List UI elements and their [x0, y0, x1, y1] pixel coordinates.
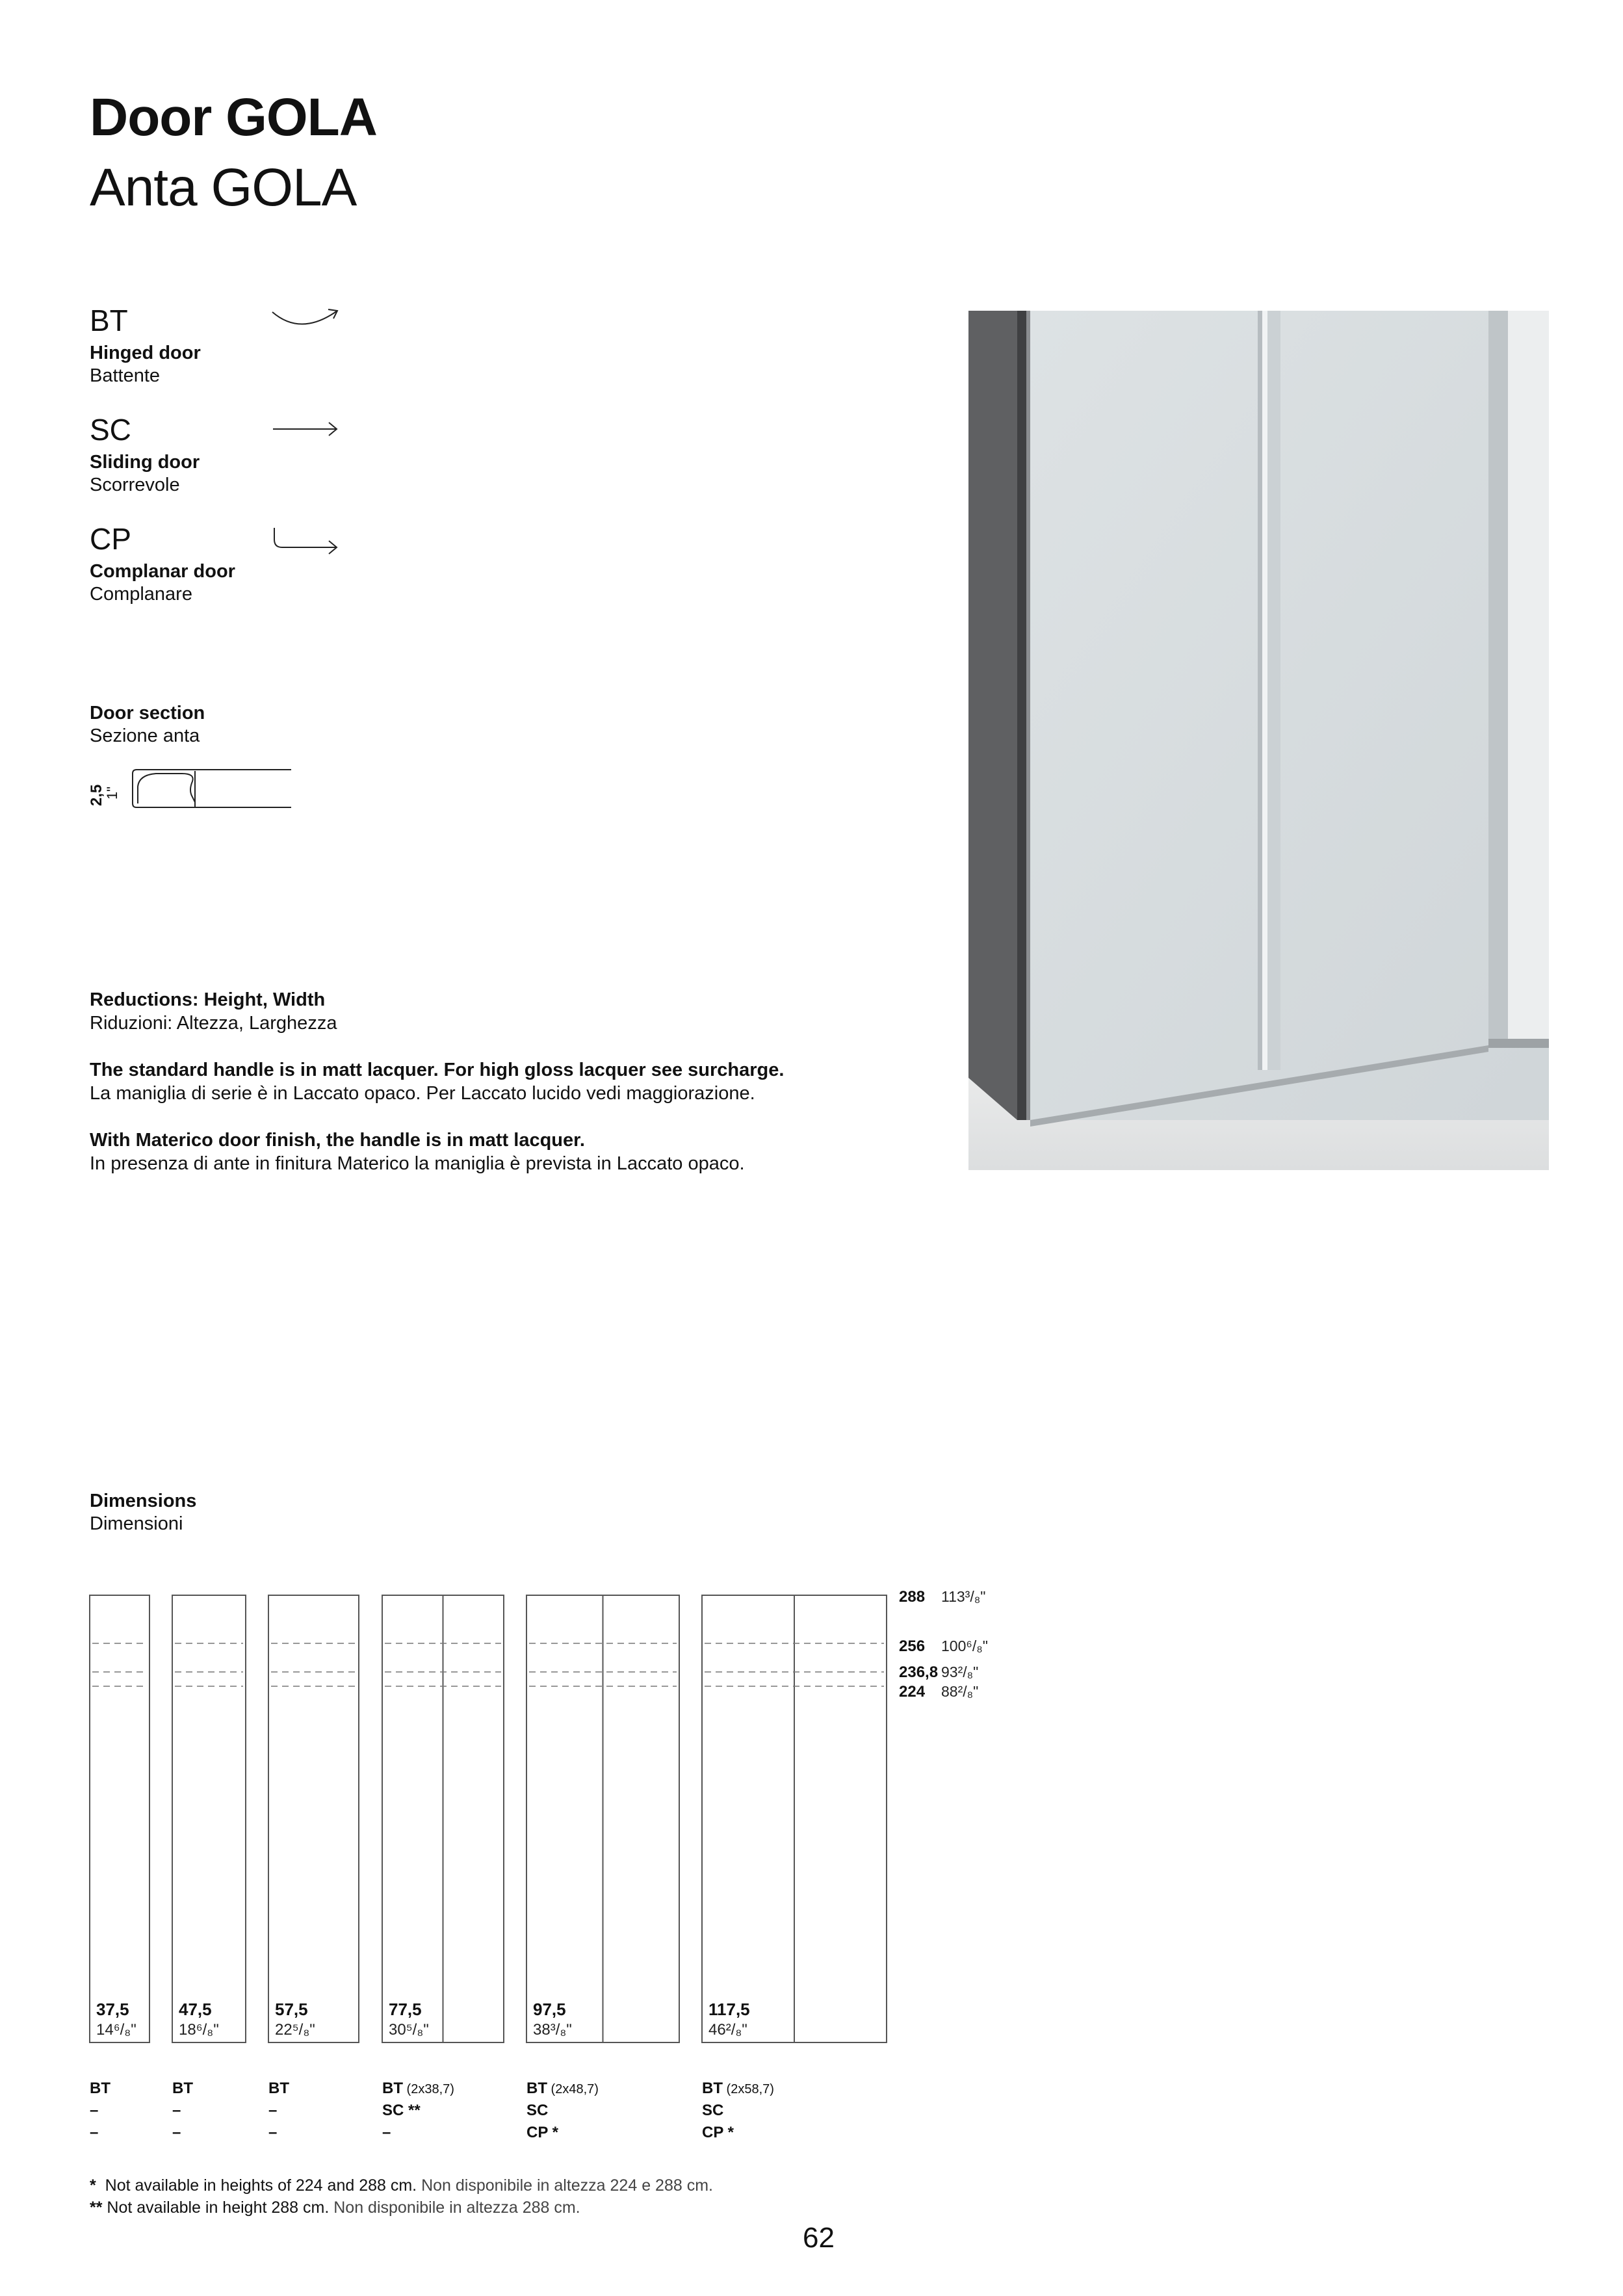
door-type-availability: –	[172, 2102, 181, 2119]
door-type-availability: –	[90, 2102, 99, 2119]
height-cm-label: 224	[899, 1683, 926, 1701]
reductions-en: Reductions: Height, Width	[90, 989, 326, 1010]
materico-note-en: With Materico door finish, the handle is in matt lacquer.	[90, 1130, 585, 1151]
door-type-availability: CP *	[702, 2124, 734, 2141]
footnote-en: Not available in height 288 cm.	[107, 2198, 330, 2217]
door-type-name-en: Hinged door	[90, 343, 201, 363]
door-type-bt	[90, 306, 201, 387]
wardrobe-photo	[968, 311, 1549, 1170]
footnote-2	[90, 2197, 713, 2219]
dimensions-label-en: Dimensions	[90, 1491, 197, 1511]
height-cm-label: 256	[899, 1637, 926, 1655]
footnote-1	[90, 2174, 713, 2197]
door-type-availability: –	[90, 2124, 99, 2141]
door-type-cp	[90, 524, 235, 606]
dimensions-heading	[90, 1490, 196, 1535]
materico-note-it: In presenza di ante in finitura Materico la maniglia è prevista in Laccato opaco.	[90, 1153, 745, 1174]
complanar-arrow-icon	[272, 525, 343, 558]
footnotes	[90, 2174, 713, 2219]
door-outline	[268, 1595, 359, 2042]
width-cm-label: 47,5	[179, 2000, 212, 2019]
width-in-label: 18⁶/₈"	[179, 2021, 219, 2039]
door-type-availability: BT	[90, 2080, 110, 2097]
door-type-availability: SC **	[382, 2102, 421, 2119]
door-section-label-it: Sezione anta	[90, 725, 200, 746]
page-title-italian: Anta GOLA	[90, 158, 357, 217]
height-in-label: 88²/₈"	[941, 1683, 979, 1700]
footnote-en: Not available in heights of 224 and 288 cm.	[105, 2176, 417, 2195]
height-in-label: 100⁶/₈"	[941, 1637, 988, 1654]
door-type-availability: BT	[172, 2080, 193, 2097]
width-in-label: 46²/₈"	[708, 2021, 747, 2039]
width-in-label: 22⁵/₈"	[275, 2021, 315, 2039]
handle-note-en: The standard handle is in matt lacquer. For high gloss lacquer see surcharge.	[90, 1060, 785, 1080]
width-in-label: 38³/₈"	[533, 2021, 572, 2039]
handle-note-it: La maniglia di serie è in Laccato opaco. Per Laccato lucido vedi maggiorazione.	[90, 1083, 755, 1104]
door-type-code: CP	[90, 522, 131, 556]
hinged-arrow-icon	[270, 306, 341, 338]
door-section-label-en: Door section	[90, 703, 205, 724]
page-title: Door GOLA	[90, 88, 377, 147]
footnote-it: Non disponibile in altezza 288 cm.	[333, 2198, 580, 2217]
width-in-label: 14⁶/₈"	[96, 2021, 136, 2039]
door-type-sc	[90, 415, 200, 497]
width-cm-label: 77,5	[389, 2000, 422, 2019]
door-section-heading	[90, 702, 205, 748]
door-type-availability: –	[382, 2124, 391, 2141]
width-cm-label: 97,5	[533, 2000, 566, 2019]
section-thickness-in: 1"	[104, 786, 120, 800]
dimension-diagram	[0, 1560, 1623, 2184]
sliding-arrow-icon	[272, 419, 343, 439]
door-section-profile	[84, 761, 299, 819]
width-cm-label: 117,5	[708, 2000, 750, 2019]
door-type-availability: SC	[526, 2102, 549, 2119]
door-type-name-en: Sliding door	[90, 452, 200, 473]
footnote-mark: *	[90, 2176, 96, 2195]
door-type-name-en: Complanar door	[90, 561, 235, 582]
width-cm-label: 37,5	[96, 2000, 129, 2019]
door-type-code: BT	[90, 304, 128, 337]
width-cm-label: 57,5	[275, 2000, 308, 2019]
door-type-availability: SC	[702, 2102, 724, 2119]
page-number: 62	[803, 2222, 835, 2254]
door-type-availability: BT (2x58,7)	[702, 2080, 774, 2097]
door-outline	[172, 1595, 246, 2042]
door-type-availability: –	[172, 2124, 181, 2141]
door-type-name-it: Scorrevole	[90, 474, 180, 495]
door-outline	[90, 1595, 149, 2042]
door-type-availability: BT	[268, 2080, 289, 2097]
door-type-availability: –	[268, 2124, 278, 2141]
door-type-availability: BT (2x38,7)	[382, 2080, 454, 2097]
height-cm-label: 288	[899, 1588, 926, 1606]
door-type-availability: CP *	[526, 2124, 558, 2141]
footnote-it: Non disponibile in altezza 224 e 288 cm.	[421, 2176, 713, 2195]
dimensions-label-it: Dimensioni	[90, 1513, 183, 1534]
reductions-it: Riduzioni: Altezza, Larghezza	[90, 1013, 337, 1034]
door-type-name-it: Complanare	[90, 583, 192, 605]
door-type-name-it: Battente	[90, 365, 161, 386]
door-type-code: SC	[90, 413, 131, 447]
height-in-label: 113³/₈"	[941, 1588, 986, 1605]
door-type-availability: BT (2x48,7)	[526, 2080, 599, 2097]
notes-block	[90, 988, 935, 1175]
door-type-availability: –	[268, 2102, 278, 2119]
width-in-label: 30⁵/₈"	[389, 2021, 429, 2039]
height-in-label: 93²/₈"	[941, 1663, 979, 1680]
height-cm-label: 236,8	[899, 1663, 939, 1681]
footnote-mark: **	[90, 2198, 103, 2217]
section-thickness-cm: 2,5	[88, 784, 105, 806]
